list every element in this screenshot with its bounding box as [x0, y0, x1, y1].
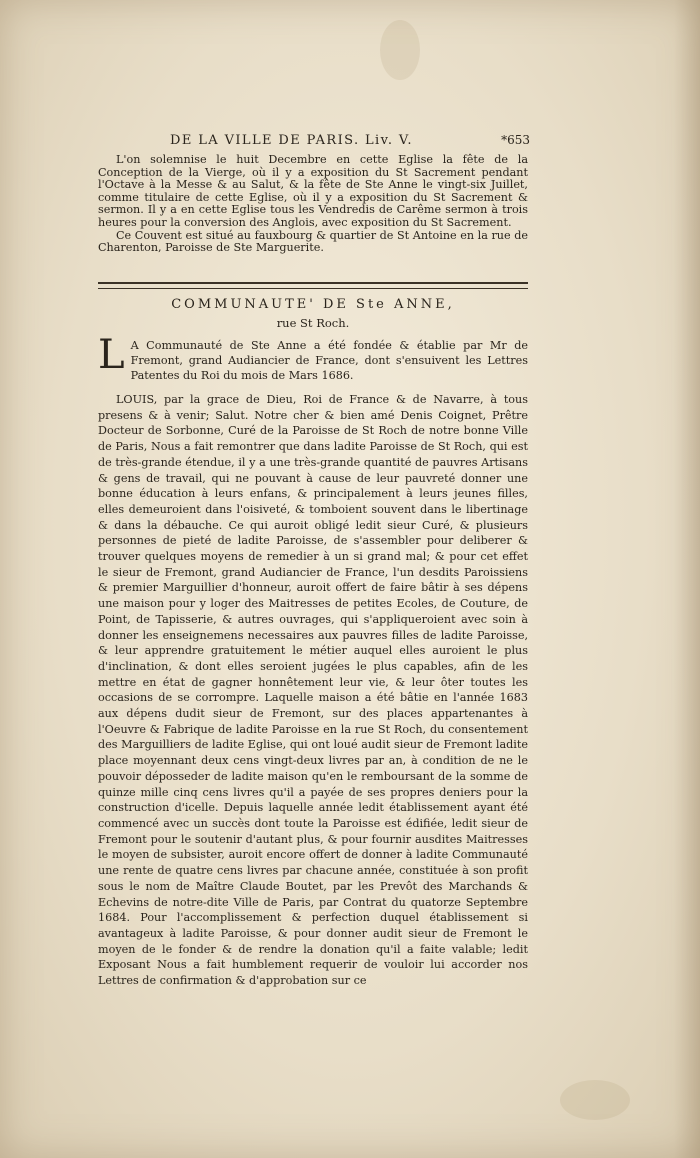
letters-patent-text: LOUIS, par la grace de Dieu, Roi de France & de Navarre, à tous presens & à venir; Salut. Notre cher & bien amé Denis Coignet, Prêtre Docteur de Sorbonne, Curé de la Paroisse de St Roch de notre bonne Ville de Paris, Nous a fait remontrer que dans ladite Paroisse de St Roch, qui est de très-grande étendue, il y a une très-grande quantité de pauvres Artisans & gens de travail, qui ne pouvant à cause de leur pauvreté donner une bonne éducation à leurs enfans, & principalement à leurs jeunes filles, elles demeuroient dans l'oisiveté, & tomboient souvent dans le libertinage & dans la débauche. Ce qui auroit obligé ledit sieur Curé, & plusieurs personnes de pieté de ladite Paroisse, de s'assembler pour deliberer & trouver quelques moyens de remedier à un si grand mal; & pour cet effet le sieur de Fremont, grand Audiancier de France, l'un desdits Paroissiens & premier Marguillier d'honneur, auroit offert de faire bâtir à ses dépens une maison pour y loger des Maitresses de petites Ecoles, de Couture, de Point, de Tapisserie, & autres ouvrages, qui s'appliqueroient avec soin à donner les enseignemens necessaires aux pauvres filles de ladite Paroisse, & leur apprendre gratuitement le métier auquel elles auroient le plus d'inclination, & dont elles seroient jugées le plus capables, afin de les mettre en état de gagner honnêtement leur vie, & leur ôter toutes les occasions de se corrompre. Laquelle maison a été bâtie en l'année 1683 aux dépens dudit sieur de Fremont, sur des places appartenantes à l'Oeuvre & Fabrique de ladite Paroisse en la rue St Roch, du consentement des Marguilliers de ladite Eglise, qui ont loué audit sieur de Fremont ladite place moyennant deux cens vingt-deux livres par an, à condition de ne le pouvoir déposseder de ladite maison qu'en le remboursant de la somme de quinze mille cinq cens livres qu'il a payée de ses propres deniers pour la construction d'icelle. Depuis laquelle année ledit établissement ayant été commencé avec un succès dont toute la Paroisse est édifiée, ledit sieur de Fremont pour le soutenir d'autant plus, & pour fournir ausdites Maitresses le moyen de subsister, auroit encore offert de donner à ladite Communauté une rente de quatre cens livres par chacune année, constituée à son profit sous le nom de Maître Claude Boutet, par les Prevôt des Marchands & Echevins de notre-dite Ville de Paris, par Contrat du quatorze Septembre 1684. Pour l'accomplissement & perfection duquel établissement si avantageux à ladite Paroisse, & pour donner audit sieur de Fremont le moyen de le fonder & de rendre la donation qu'il a faite valable; ledit Exposant Nous a fait humblement requerir de vouloir lui accorder nos Lettres de confirmation & d'approbation sur ce: [98, 393, 528, 988]
running-header: [170, 133, 530, 151]
intro-paragraphs: [98, 154, 528, 255]
section-title: COMMUNAUTE' DE Ste ANNE,: [171, 297, 455, 312]
paper-stain: [380, 20, 420, 80]
page-number: *653: [501, 133, 530, 147]
intro-paragraph-2: Ce Couvent est situé au fauxbourg & quartier de St Antoine en la rue de Charenton, Paroisse de Ste Marguerite.: [98, 228, 528, 255]
paper-stain: [560, 1080, 630, 1120]
section-subtitle: rue St Roch.: [276, 316, 350, 330]
intro-paragraph-1: L'on solemnise le huit Decembre en cette Eglise la fête de la Conception de la Vierge, où il y a exposition du St Sacrement pendant l'Octave à la Messe & au Salut, & la fête de Ste Anne le vingt-six Juillet, comme titulaire de cette Eglise, où il y a exposition du St Sacrement & sermon. Il y a en cette Eglise tous les Vendredis de Carême sermon à trois heures pour la conversion des Anglois, avec exposition du St Sacrement.: [98, 153, 528, 229]
running-title: DE LA VILLE DE PARIS. Liv. V.: [170, 133, 413, 148]
letters-patent-paragraph: [98, 392, 528, 989]
drop-cap: L: [98, 332, 125, 378]
section-divider: [98, 282, 528, 289]
opening-paragraph: [98, 332, 528, 383]
opening-text: A Communauté de Ste Anne a été fondée & établie par Mr de Fremont, grand Audiancier de France, dont s'ensuivent les Lettres Patentes du Roi du mois de Mars 1686.: [130, 339, 528, 382]
